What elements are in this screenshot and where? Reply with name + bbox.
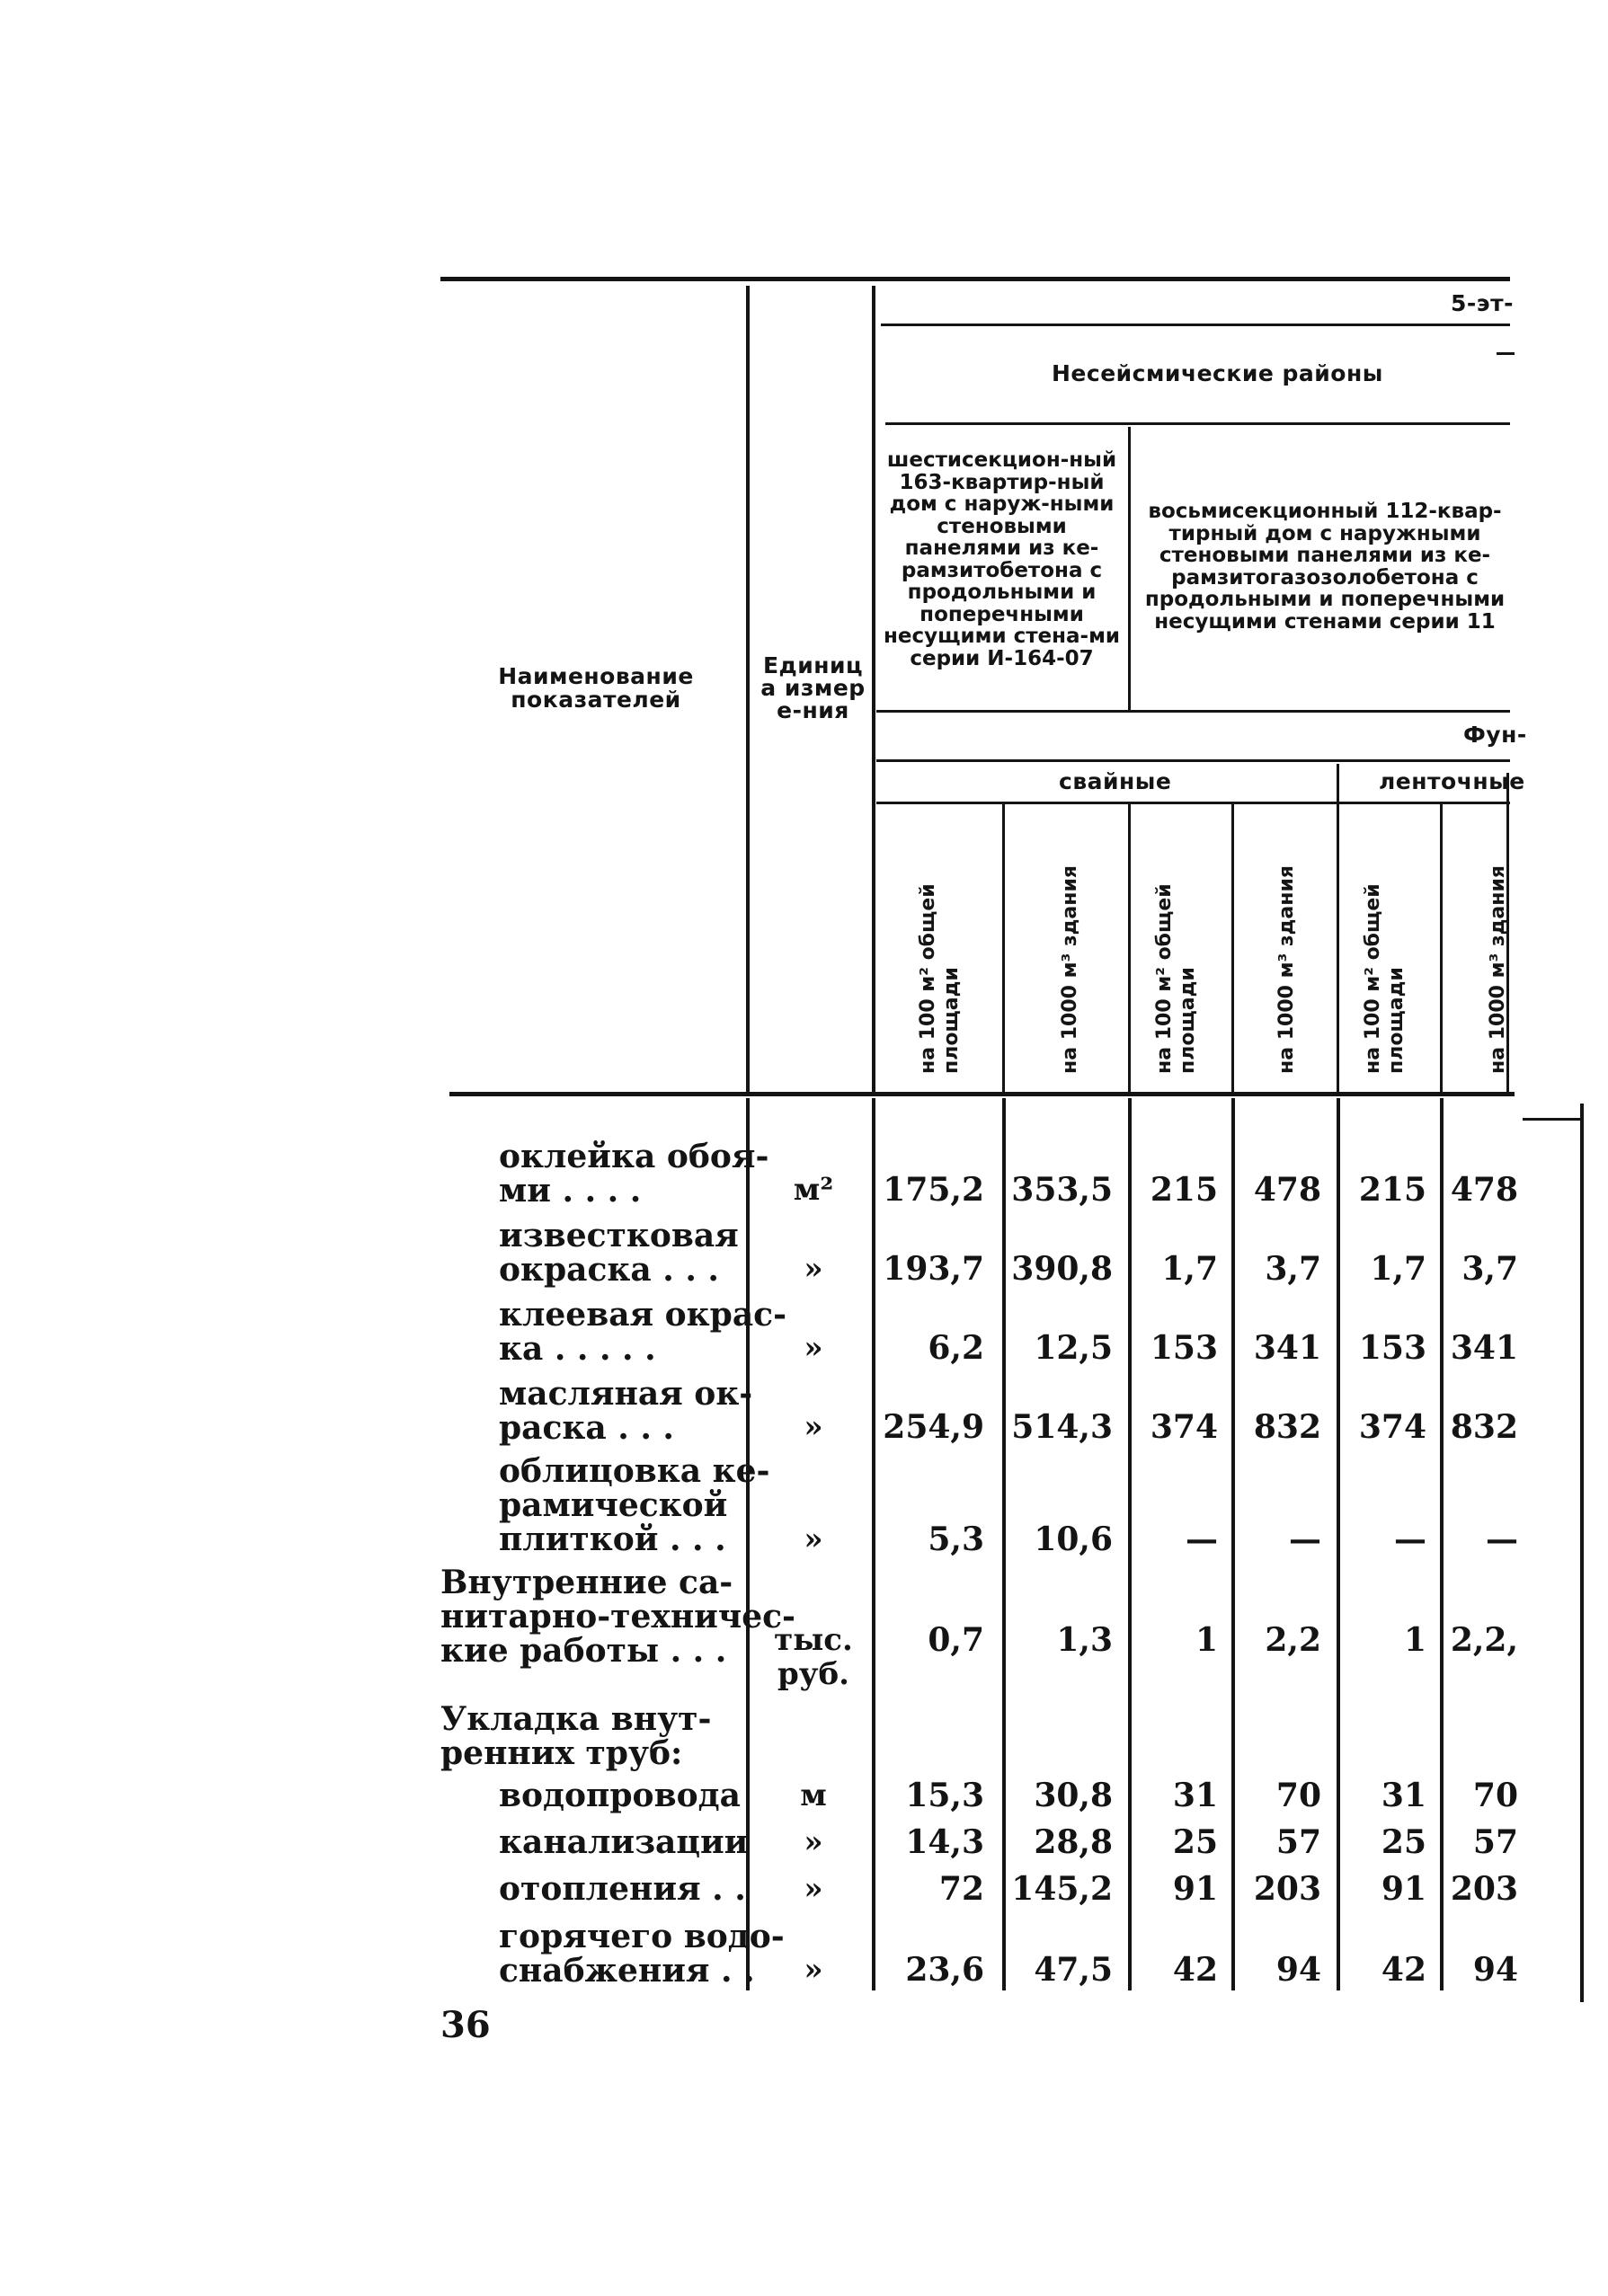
row-unit: »: [804, 1409, 823, 1445]
colhead-4-volume: на 1000 м³ здания: [1275, 864, 1298, 1074]
cell: —: [1486, 1520, 1518, 1558]
col-rule-unit: [872, 286, 875, 1095]
cell: 353,5: [1011, 1171, 1113, 1209]
row-label: оклейка обоя- ми . . . .: [499, 1138, 769, 1210]
cell: 1,7: [1370, 1250, 1426, 1288]
cell: 12,5: [1034, 1329, 1113, 1367]
cell: 47,5: [1034, 1951, 1113, 1989]
found-type-rule: [876, 802, 1510, 804]
cell: 254,9: [883, 1408, 984, 1446]
cell: 478: [1253, 1171, 1321, 1209]
header-naim: Наименование показателей: [498, 663, 694, 713]
colhead-3-area: на 100 м² общей площади: [1153, 883, 1199, 1074]
cell: 14,3: [905, 1823, 984, 1861]
body-rule-c4: [1337, 1098, 1340, 1990]
cell: 478: [1450, 1171, 1518, 1209]
body-rule-c2: [1128, 1098, 1132, 1990]
cell: —: [1186, 1520, 1218, 1558]
cell: 2,2,: [1450, 1621, 1518, 1659]
row-unit: »: [804, 1824, 823, 1860]
cell: 57: [1275, 1823, 1321, 1861]
row-unit: »: [804, 1251, 823, 1287]
header-floors: 5-эт-: [1451, 290, 1514, 316]
floors-tail-mark: [1497, 352, 1515, 355]
col-rule-c5: [1440, 804, 1443, 1092]
colhead-1-area: на 100 м² общей площади: [917, 883, 963, 1074]
row-label: водопровода: [499, 1777, 741, 1814]
cell: 94: [1472, 1951, 1518, 1989]
row-unit: м: [800, 1777, 827, 1813]
row-label: Внутренние са- нитарно-техничес- кие работы . . .: [440, 1564, 795, 1670]
col-rule-found: [1337, 764, 1339, 1092]
row-unit: м²: [793, 1172, 834, 1208]
cell: 5,3: [928, 1520, 984, 1558]
col-rule-label: [746, 286, 750, 1095]
cell: 145,2: [1011, 1870, 1113, 1908]
cell: 341: [1253, 1329, 1321, 1367]
body-rule-c5: [1440, 1098, 1444, 1990]
col-rule-building: [1128, 427, 1131, 710]
cell: 203: [1450, 1870, 1518, 1908]
body-right-tick: [1523, 1118, 1580, 1121]
cell: 3,7: [1265, 1250, 1321, 1288]
row-label: клеевая окрас- ка . . . . .: [499, 1296, 787, 1368]
foundation-rule: [876, 759, 1510, 762]
cell: 153: [1150, 1329, 1218, 1367]
col-rule-c3: [1231, 804, 1234, 1092]
colhead-5-area: на 100 м² общей площади: [1362, 883, 1408, 1074]
row-label: известковая окраска . . .: [499, 1217, 739, 1289]
cell: 15,3: [905, 1777, 984, 1814]
cell: 94: [1275, 1951, 1321, 1989]
cell: 0,7: [928, 1621, 984, 1659]
row-unit: »: [804, 1871, 823, 1907]
cell: 23,6: [905, 1951, 984, 1989]
cell: 72: [938, 1870, 984, 1908]
colhead-2-volume: на 1000 м³ здания: [1059, 864, 1081, 1074]
header-unit: Единица измере-ния: [760, 652, 866, 723]
cell: 2,2: [1265, 1621, 1321, 1659]
row-label: масляная ок- раска . . .: [499, 1375, 753, 1447]
page-number: 36: [440, 2004, 491, 2046]
cell: 175,2: [883, 1171, 984, 1209]
row-unit: тыс. руб.: [774, 1622, 853, 1692]
cell: 91: [1172, 1870, 1218, 1908]
cell: 153: [1358, 1329, 1426, 1367]
cell: 42: [1172, 1951, 1218, 1989]
cell: 70: [1275, 1777, 1321, 1814]
cell: 25: [1172, 1823, 1218, 1861]
row-label: горячего водо- снабжения . .: [499, 1918, 785, 1990]
cell: 203: [1253, 1870, 1321, 1908]
cell: 832: [1450, 1408, 1518, 1446]
cell: 6,2: [928, 1329, 984, 1367]
cell: —: [1394, 1520, 1426, 1558]
cell: 31: [1381, 1777, 1426, 1814]
floors-rule: [881, 324, 1510, 326]
cell: 1,7: [1161, 1250, 1218, 1288]
region-rule: [885, 422, 1510, 425]
cell: 193,7: [883, 1250, 984, 1288]
cell: 832: [1253, 1408, 1321, 1446]
cell: 374: [1358, 1408, 1426, 1446]
cell: 1,3: [1056, 1621, 1113, 1659]
cell: 215: [1150, 1171, 1218, 1209]
body-rule-right-edge: [1580, 1104, 1584, 2002]
cell: 1: [1195, 1621, 1218, 1659]
header-found-strip: ленточные: [1379, 768, 1525, 794]
body-rule-c1: [1002, 1098, 1006, 1990]
cell: 31: [1172, 1777, 1218, 1814]
cell: 30,8: [1034, 1777, 1113, 1814]
cell: 57: [1472, 1823, 1518, 1861]
section-label: Укладка внут- ренних труб:: [440, 1700, 712, 1772]
header-found-pile: свайные: [1059, 768, 1172, 794]
cell: 25: [1381, 1823, 1426, 1861]
row-label: канализации: [499, 1823, 749, 1861]
cell: 1: [1403, 1621, 1426, 1659]
buildings-rule: [876, 710, 1510, 713]
cell: 215: [1358, 1171, 1426, 1209]
header-foundation: Фун-: [1463, 722, 1527, 748]
cell: 91: [1381, 1870, 1426, 1908]
col-rule-c2: [1128, 804, 1131, 1092]
col-rule-c1: [1002, 804, 1005, 1092]
row-unit: »: [804, 1952, 823, 1988]
cell: 390,8: [1011, 1250, 1113, 1288]
row-unit: »: [804, 1330, 823, 1366]
cell: 28,8: [1034, 1823, 1113, 1861]
colhead-6-volume: на 1000 м³ здания: [1487, 864, 1509, 1074]
cell: 10,6: [1034, 1520, 1113, 1558]
cell: 70: [1472, 1777, 1518, 1814]
header-bottom-rule: [449, 1092, 1515, 1096]
cell: 42: [1381, 1951, 1426, 1989]
header-region: Несейсмические районы: [1052, 360, 1383, 386]
cell: —: [1289, 1520, 1321, 1558]
cell: 374: [1150, 1408, 1218, 1446]
table-top-rule: [440, 277, 1510, 281]
row-unit: »: [804, 1521, 823, 1557]
cell: 3,7: [1461, 1250, 1518, 1288]
header-building-2: восьмисекционный 112-квар-тирный дом с наружными стеновыми панелями из ке-рамзитогазозолобетона с продольными и поперечными несущими стенами серии 11: [1144, 500, 1506, 634]
cell: 514,3: [1011, 1408, 1113, 1446]
header-building-1: шестисекцион-ный 163-квартир-ный дом с наруж-ными стеновыми панелями из ке-рамзитобетона с продольными и поперечными несущими стена-ми серии И-164-07: [883, 448, 1121, 670]
body-rule-unit: [872, 1098, 875, 1990]
row-label: облицовка ке- рамической плиткой . . .: [499, 1452, 770, 1558]
cell: 341: [1450, 1329, 1518, 1367]
body-rule-c3: [1231, 1098, 1235, 1990]
row-label: отопления . .: [499, 1870, 746, 1908]
